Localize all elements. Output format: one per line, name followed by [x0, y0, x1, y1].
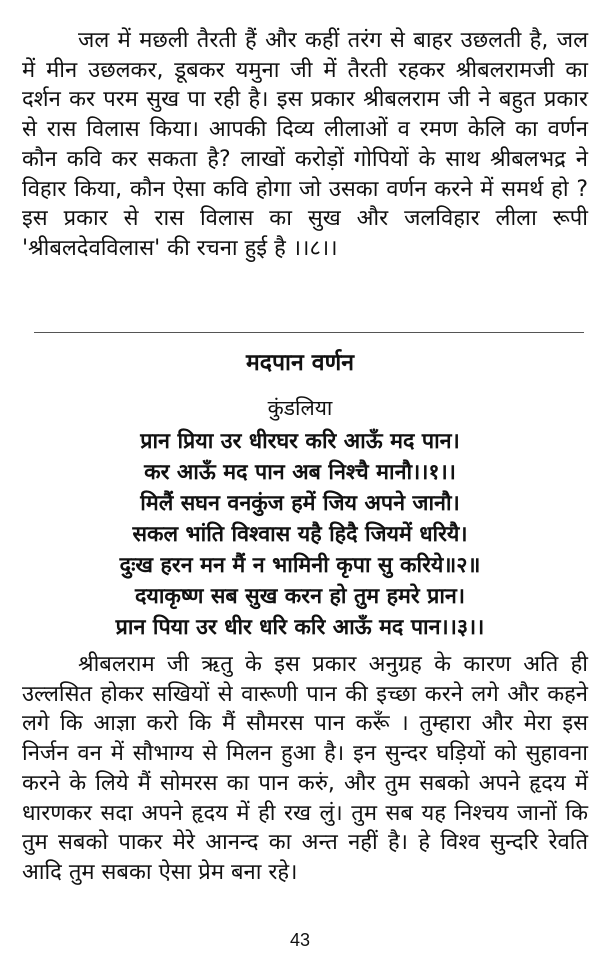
- verse-line: प्रान पिया उर धीर धरि करि आऊँ मद पान।।३।।: [115, 615, 485, 640]
- closing-paragraph: [22, 650, 588, 888]
- verse-line: दुःख हरन मन मैं न भामिनी कृपा सु करिये॥२॥: [119, 553, 481, 578]
- verse-line: दयाकृष्ण सब सुख करन हो तुम हमरे प्रान।: [134, 584, 466, 609]
- verse-line: मिलैं सघन वनकुंज हमें जिय अपने जानौ।: [140, 491, 460, 516]
- page-number: 43: [289, 930, 311, 950]
- verse-block: [0, 426, 600, 643]
- verse-line: सकल भांति विश्वास यहै हिदै जियमें धरियै।: [132, 522, 468, 547]
- section-title: मदपान वर्णन: [246, 350, 354, 376]
- verse-form-label: कुंडलिया: [267, 396, 333, 420]
- verse-line: प्रान प्रिया उर धीरघर करि आऊँ मद पान।: [140, 429, 460, 454]
- section-divider: [34, 332, 584, 333]
- intro-paragraph-text: जल में मछली तैरती हैं और कहीं तरंग से बाहर उछलती है, जल में मीन उछलकर, डूबकर यमुना जी में तैरती रहकर श्रीबलरामजी का दर्शन कर परम सुख पा रही है। इस प्रकार श्रीबलराम जी ने बहुत प्रकार से रास विलास किया। आपकी दिव्य लीलाओं व रमण केलि का वर्णन कौन कवि कर सकता है? लाखों करोड़ों गोपियों के साथ श्रीबलभद्र ने विहार किया, कौन ऐसा कवि होगा जो उसका वर्णन करने में समर्थ हो ? इस प्रकार से रास विलास का सुख और जलविहार लीला रूपी 'श्रीबलदेवविलास' की रचना हुई है ।।८।।: [22, 28, 588, 261]
- closing-paragraph-text: श्रीबलराम जी ऋतु के इस प्रकार अनुग्रह के कारण अति ही उल्लसित होकर सखियों से वारूणी पान की इच्छा करने लगे और कहने लगे कि आज्ञा करो कि मैं सौमरस पान करूँ । तुम्हारा और मेरा इस निर्जन वन में सौभाग्य से मिलन हुआ है। इन सुन्दर घड़ियों को सुहावना करने के लिये मैं सोमरस का पान करुं, और तुम सबको अपने हृदय में धारणकर सदा अपने हृदय में ही रख लुं। तुम सब यह निश्चय जानों कि तुम सबको पाकर मेरे आनन्द का अन्त नहीं है। हे विश्व सुन्दरि रेवति आदि तुम सबका ऐसा प्रेम बना रहे।: [22, 652, 588, 885]
- verse-line: कर आऊँ मद पान अब निश्चै मानौ।।१।।: [144, 460, 456, 485]
- intro-paragraph: [22, 26, 588, 264]
